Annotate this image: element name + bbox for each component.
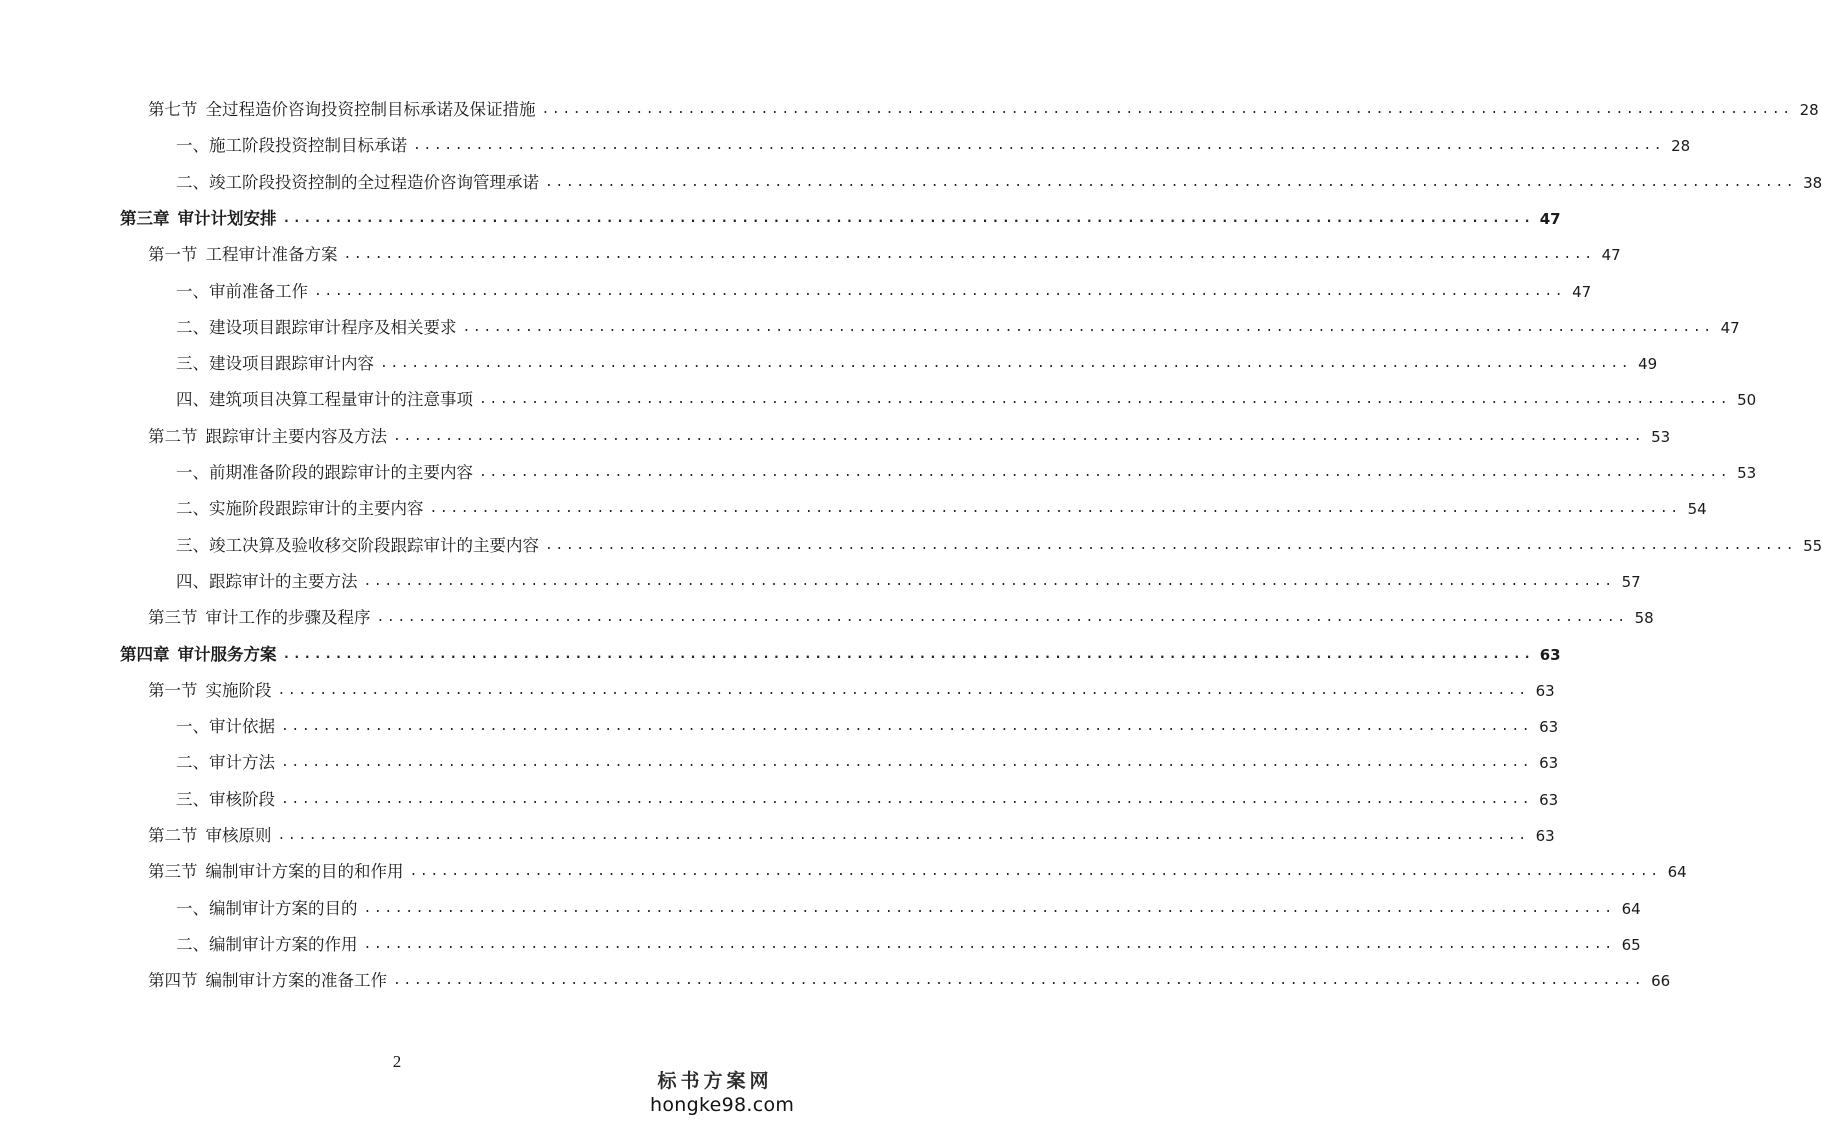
dot-leader: ........................................................................................................................	[380, 356, 1632, 372]
toc-page: 65	[1621, 935, 1641, 954]
toc-title: 审计方法	[209, 753, 275, 773]
toc-page: 64	[1621, 899, 1641, 918]
toc-prefix: 二、	[176, 172, 209, 192]
toc-page: 63	[1539, 790, 1559, 809]
toc-prefix: 二、	[176, 499, 209, 519]
toc-entry[interactable]	[176, 457, 1757, 483]
toc-prefix: 一、	[176, 136, 209, 156]
toc-page: 63	[1539, 754, 1559, 773]
toc-page: 64	[1667, 863, 1687, 882]
dot-leader: ........................................................................................................................	[462, 319, 1714, 335]
toc-prefix: 三、	[176, 354, 209, 374]
toc-prefix: 二、	[176, 753, 209, 773]
toc-entry[interactable]	[148, 820, 1555, 846]
toc-prefix: 二、	[176, 934, 209, 954]
toc-page: 63	[1535, 827, 1555, 845]
toc-page: 50	[1737, 391, 1757, 410]
page-number: 2	[392, 1052, 402, 1071]
toc-page: 47	[1601, 246, 1621, 265]
toc-entry[interactable]	[176, 747, 1559, 773]
dot-leader: ........................................................................................................................	[393, 973, 1645, 989]
toc-prefix: 第四章	[120, 644, 170, 664]
dot-leader: ........................................................................................................................	[376, 610, 1628, 626]
toc-title: 竣工阶段投资控制的全过程造价咨询管理承诺	[209, 172, 539, 192]
toc-page: 47	[1572, 282, 1592, 301]
dot-leader: ........................................................................................................................	[545, 537, 1797, 553]
toc-page: 28	[1799, 101, 1819, 119]
toc-title: 全过程造价咨询投资控制目标承诺及保证措施	[205, 100, 536, 119]
toc-page: 66	[1651, 972, 1671, 991]
toc-prefix: 第三节	[148, 862, 198, 882]
toc-page: 38	[1803, 173, 1822, 192]
toc-entry[interactable]	[176, 493, 1707, 519]
toc-prefix: 第四节	[148, 971, 198, 991]
toc-title: 审计服务方案	[177, 644, 277, 664]
toc-prefix: 二、	[176, 317, 209, 337]
toc-entry[interactable]	[148, 421, 1671, 447]
toc-entry[interactable]	[148, 239, 1621, 265]
toc-title: 编制审计方案的准备工作	[205, 971, 387, 991]
dot-leader: ........................................................................................................................	[282, 210, 1534, 226]
dot-leader: ........................................................................................................................	[479, 392, 1731, 408]
toc-title: 建筑项目决算工程量审计的注意事项	[209, 390, 473, 410]
toc-chapter-entry[interactable]	[120, 639, 1561, 665]
dot-leader: ........................................................................................................................	[277, 828, 1529, 843]
dot-leader: ........................................................................................................................	[281, 791, 1533, 807]
toc-prefix: 三、	[176, 789, 209, 809]
toc-prefix: 三、	[176, 535, 209, 555]
toc-title: 施工阶段投资控制目标承诺	[209, 136, 407, 156]
toc-page: 63	[1535, 681, 1555, 700]
toc-page: 28	[1671, 137, 1691, 156]
dot-leader: ........................................................................................................................	[429, 501, 1681, 517]
toc-prefix: 一、	[176, 463, 209, 482]
toc-entry[interactable]	[176, 312, 1740, 338]
toc-entry[interactable]	[148, 856, 1687, 882]
toc-prefix: 第一节	[148, 245, 198, 265]
toc-entry[interactable]	[148, 675, 1555, 701]
toc-entry[interactable]	[176, 276, 1592, 302]
toc-prefix: 第二节	[148, 826, 198, 845]
toc-title: 审计计划安排	[177, 208, 277, 228]
toc-title: 编制审计方案的作用	[209, 934, 358, 954]
toc-page: 57	[1621, 572, 1641, 591]
dot-leader: ........................................................................................................................	[363, 936, 1615, 952]
dot-leader: ........................................................................................................................	[314, 283, 1566, 299]
toc-entry[interactable]	[176, 167, 1822, 193]
watermark-url: hongke98.com	[650, 1094, 795, 1116]
dot-leader: ........................................................................................................................	[479, 465, 1731, 480]
toc-title: 建设项目跟踪审计程序及相关要求	[209, 317, 457, 337]
toc-title: 实施阶段跟踪审计的主要内容	[209, 499, 424, 519]
toc-page: 49	[1638, 355, 1658, 374]
toc-title: 审计依据	[209, 717, 275, 737]
toc-entry[interactable]	[148, 94, 1819, 120]
toc-title: 审核原则	[205, 826, 272, 845]
toc-page: 55	[1803, 536, 1822, 555]
toc-entry[interactable]	[176, 384, 1757, 410]
dot-leader: ........................................................................................................................	[281, 719, 1533, 735]
site-watermark-logo	[650, 1066, 795, 1116]
toc-title: 审核阶段	[209, 789, 275, 809]
toc-title: 跟踪审计的主要方法	[209, 571, 358, 591]
toc-page: 63	[1539, 645, 1561, 664]
toc-entry[interactable]	[148, 602, 1654, 628]
dot-leader: ........................................................................................................................	[282, 646, 1534, 662]
toc-prefix: 一、	[176, 281, 209, 301]
dot-leader: ........................................................................................................................	[409, 864, 1661, 880]
toc-prefix: 第三章	[120, 208, 170, 228]
toc-page: 54	[1687, 500, 1707, 519]
toc-title: 建设项目跟踪审计内容	[209, 354, 374, 374]
toc-title: 编制审计方案的目的	[209, 898, 358, 918]
toc-page: 58	[1634, 609, 1654, 628]
toc-entry[interactable]	[176, 130, 1691, 156]
dot-leader: ........................................................................................................................	[545, 174, 1797, 190]
dot-leader: ........................................................................................................................	[393, 428, 1645, 444]
toc-entry[interactable]	[176, 566, 1641, 592]
toc-entry[interactable]	[148, 965, 1671, 991]
toc-title: 审计工作的步骤及程序	[205, 608, 371, 628]
toc-title: 工程审计准备方案	[205, 245, 338, 265]
dot-leader: ........................................................................................................................	[281, 755, 1533, 771]
toc-prefix: 四、	[176, 390, 209, 410]
watermark-brand: 标书方案网	[657, 1070, 773, 1092]
toc-entry[interactable]	[176, 348, 1658, 374]
dot-leader: ........................................................................................................................	[363, 900, 1615, 916]
toc-chapter-entry[interactable]	[120, 203, 1561, 229]
toc-title: 前期准备阶段的跟踪审计的主要内容	[209, 463, 473, 482]
toc-title: 编制审计方案的目的和作用	[205, 862, 404, 882]
toc-page: 53	[1737, 464, 1757, 482]
dot-leader: ........................................................................................................................	[343, 247, 1595, 263]
dot-leader: ........................................................................................................................	[363, 573, 1615, 589]
toc-entry[interactable]	[176, 784, 1559, 810]
dot-leader: ........................................................................................................................	[541, 102, 1793, 117]
toc-title: 实施阶段	[205, 680, 272, 700]
toc-page: 47	[1539, 209, 1561, 228]
toc-prefix: 第二节	[148, 426, 198, 446]
toc-page: 47	[1720, 318, 1740, 337]
toc-page: 63	[1539, 718, 1559, 737]
dot-leader: ........................................................................................................................	[413, 138, 1665, 154]
toc-entry[interactable]	[176, 530, 1822, 556]
toc-entry[interactable]	[176, 711, 1559, 737]
toc-prefix: 第三节	[148, 608, 198, 628]
toc-entry[interactable]	[176, 893, 1641, 919]
toc-entry[interactable]	[176, 929, 1641, 955]
toc-title: 审前准备工作	[209, 281, 308, 301]
toc-prefix: 一、	[176, 717, 209, 737]
toc-prefix: 第一节	[148, 680, 198, 700]
dot-leader: ........................................................................................................................	[277, 682, 1529, 698]
toc-prefix: 四、	[176, 571, 209, 591]
toc-page: 53	[1651, 427, 1671, 446]
toc-prefix: 第七节	[148, 100, 198, 119]
toc-title: 竣工决算及验收移交阶段跟踪审计的主要内容	[209, 535, 539, 555]
toc-prefix: 一、	[176, 898, 209, 918]
toc-title: 跟踪审计主要内容及方法	[205, 426, 387, 446]
